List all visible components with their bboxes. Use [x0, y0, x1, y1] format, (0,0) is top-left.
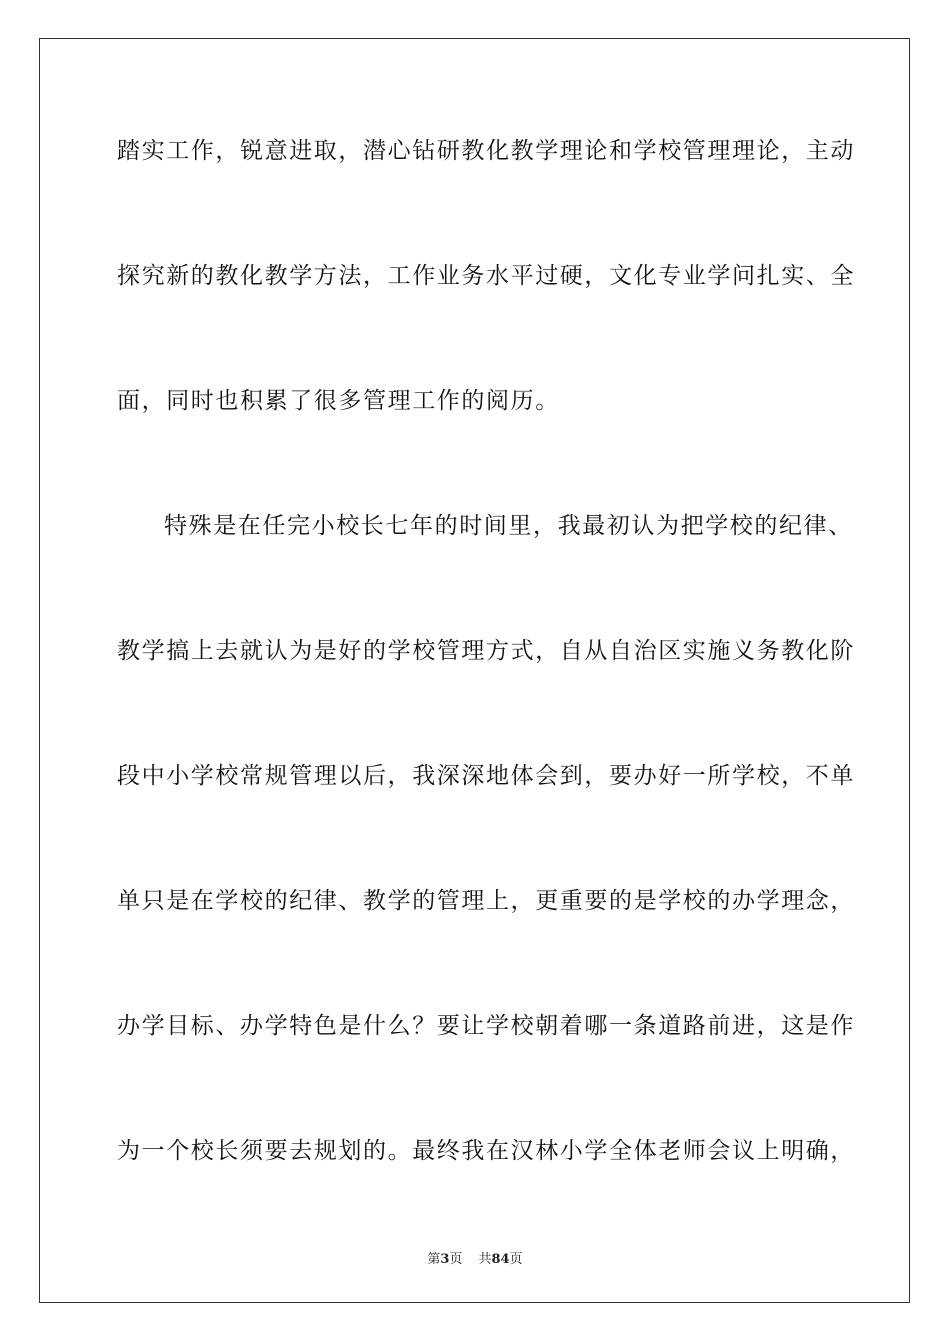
- total-prefix: 共: [478, 1252, 492, 1267]
- page-border: [39, 38, 910, 1303]
- page-footer: [0, 1248, 950, 1267]
- paragraph-line-1: 踏实工作，锐意进取，潜心钻研教化教学理论和学校管理理论，主动: [117, 138, 855, 164]
- paragraph-line-3: 面，同时也积累了很多管理工作的阅历。: [117, 388, 560, 414]
- paragraph-line-6: 段中小学校常规管理以后，我深深地体会到，要办好一所学校，不单: [117, 763, 855, 789]
- paragraph-line-7: 单只是在学校的纪律、教学的管理上，更重要的是学校的办学理念，: [117, 888, 855, 914]
- paragraph-line-2: 探究新的教化教学方法，工作业务水平过硬，文化专业学问扎实、全: [117, 263, 855, 289]
- paragraph-line-4: 特殊是在任完小校长七年的时间里，我最初认为把学校的纪律、: [164, 513, 853, 539]
- total-suffix: 页: [509, 1252, 523, 1267]
- paragraph-line-9: 为一个校长须要去规划的。最终我在汉林小学全体老师会议上明确，: [117, 1138, 855, 1164]
- page-number: 3: [440, 1252, 450, 1267]
- total-pages: 84: [491, 1252, 510, 1267]
- paragraph-line-5: 教学搞上去就认为是好的学校管理方式，自从自治区实施义务教化阶: [117, 638, 855, 664]
- paragraph-line-8: 办学目标、办学特色是什么？要让学校朝着哪一条道路前进，这是作: [117, 1013, 855, 1039]
- page-prefix: 第: [427, 1252, 441, 1267]
- page-suffix: 页: [449, 1252, 463, 1267]
